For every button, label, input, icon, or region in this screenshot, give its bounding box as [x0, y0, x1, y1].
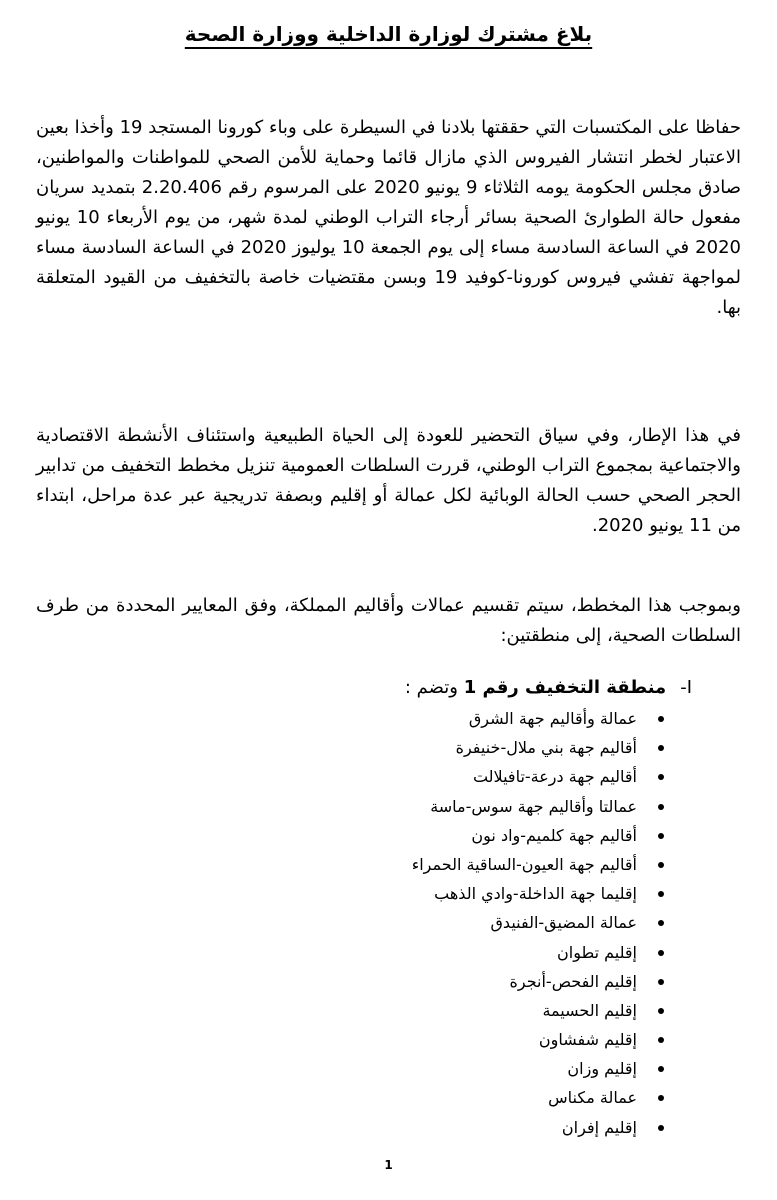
- bullet-icon: [658, 745, 664, 751]
- list-item-label: عمالتا وأقاليم جهة سوس-ماسة: [430, 796, 637, 816]
- document-title: بلاغ مشترك لوزارة الداخلية ووزارة الصحة: [184, 22, 593, 46]
- list-item: [412, 879, 637, 908]
- bullet-icon: [658, 1037, 664, 1043]
- section-heading: [405, 674, 692, 702]
- list-item-label: أقاليم جهة بني ملال-خنيفرة: [455, 738, 637, 758]
- list-item-label: إقليما جهة الداخلة-وادي الذهب: [434, 884, 637, 904]
- list-item-label: إقليم تطوان: [557, 942, 637, 962]
- list-item-label: إقليم إفران: [561, 1117, 637, 1137]
- list-item-label: عمالة وأقاليم جهة الشرق: [468, 709, 637, 728]
- list-item: [412, 1083, 637, 1112]
- zone-1-list: [412, 704, 637, 1142]
- section-number: I-: [680, 677, 692, 698]
- paragraph-2: في هذا الإطار، وفي سياق التحضير للعودة إلى الحياة الطبيعية واستئناف الأنشطة الاقتصادية والاجتماعية بمجموع التراب الوطني، قررت السلطات العمومية تنزيل مخطط التخفيف من تدابير الحجر الصحي حسب الحالة الوبائية لكل عمالة أو إقليم وبصفة تدريجية عبر عدة مراحل، ابتداء من 11 يونيو 2020.: [36, 425, 741, 536]
- list-item-label: إقليم شفشاون: [538, 1030, 637, 1050]
- list-item: [412, 908, 637, 937]
- bullet-icon: [658, 1066, 664, 1072]
- bullet-icon: [658, 950, 664, 956]
- paragraph-3: وبموجب هذا المخطط، سيتم تقسيم عمالات وأقاليم المملكة، وفق المعايير المحددة من طرف السلطات الصحية، إلى منطقتين:: [36, 595, 741, 646]
- list-item-label: إقليم وزان: [567, 1059, 637, 1079]
- bullet-icon: [658, 774, 664, 780]
- section-suffix: وتضم :: [404, 677, 458, 698]
- bullet-icon: [658, 804, 664, 810]
- list-item: [412, 1025, 637, 1054]
- list-item: [412, 938, 637, 967]
- list-item: [412, 996, 637, 1025]
- list-item-label: إقليم الفحص-أنجرة: [509, 971, 637, 991]
- list-item-label: عمالة مكناس: [548, 1088, 637, 1108]
- list-item: [412, 967, 637, 996]
- list-item: [412, 792, 637, 821]
- list-item: [412, 762, 637, 791]
- bullet-icon: [658, 716, 664, 722]
- list-item: [412, 1113, 637, 1142]
- bullet-icon: [658, 891, 664, 897]
- section-title: منطقة التخفيف رقم 1: [463, 677, 667, 698]
- bullet-icon: [658, 1008, 664, 1014]
- list-item-label: أقاليم جهة كلميم-واد نون: [471, 825, 637, 845]
- list-item: [412, 704, 637, 733]
- bullet-icon: [658, 1095, 664, 1101]
- list-item: [412, 850, 637, 879]
- list-item: [412, 733, 637, 762]
- list-item: [412, 1054, 637, 1083]
- bullet-icon: [658, 833, 664, 839]
- bullet-icon: [658, 979, 664, 985]
- page-number: 1: [384, 1158, 393, 1172]
- bullet-icon: [658, 920, 664, 926]
- list-item-label: أقاليم جهة درعة-تافيلالت: [472, 767, 637, 787]
- paragraph-1: حفاظا على المكتسبات التي حققتها بلادنا في السيطرة على وباء كورونا المستجد 19 وأخذا بعين الاعتبار لخطر انتشار الفيروس الذي مازال قائما وحماية للأمن الصحي للمواطنات والمواطنين، صادق مجلس الحكومة يومه الثلاثاء 9 يونيو 2020 على المرسوم رقم 2.20.406 بتمديد سريان مفعول حالة الطوارئ الصحية بسائر أرجاء التراب الوطني لمدة شهر، من يوم الأربعاء 10 يونيو 2020 في الساعة السادسة مساء إلى يوم الجمعة 10 يوليوز 2020 في الساعة السادسة مساء لمواجهة تفشي فيروس كورونا-كوفيد 19 وبسن مقتضيات خاصة بالتخفيف من القيود المتعلقة بها.: [36, 117, 741, 318]
- list-item-label: عمالة المضيق-الفنيدق: [490, 913, 637, 933]
- list-item-label: أقاليم جهة العيون-الساقية الحمراء: [411, 854, 637, 874]
- bullet-icon: [658, 862, 664, 868]
- list-item: [412, 821, 637, 850]
- section-title-line: [405, 674, 666, 702]
- bullet-icon: [658, 1125, 664, 1131]
- list-item-label: إقليم الحسيمة: [542, 1000, 637, 1020]
